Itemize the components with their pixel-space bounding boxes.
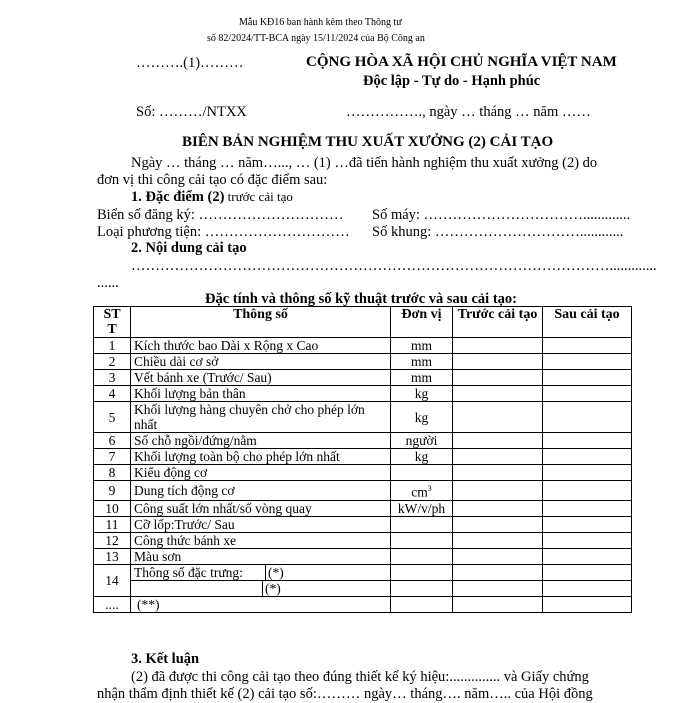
row-extra-after[interactable]	[543, 596, 632, 612]
row-after-value[interactable]	[543, 354, 632, 370]
row-extra-unit	[391, 596, 453, 612]
row14-after-a[interactable]	[543, 564, 632, 580]
row-stt	[94, 402, 131, 433]
table-row	[94, 532, 632, 548]
row-unit	[391, 433, 453, 449]
row-parameter-text: Công suất lớn nhất/số vòng quay	[134, 500, 312, 516]
row-stt	[94, 433, 131, 449]
specs-table	[93, 306, 632, 613]
row-parameter-text: Khối lượng hàng chuyên chở cho phép lớn nhất	[134, 402, 365, 432]
conclusion-line1: (2) đã được thi công cải tạo theo đúng thiết kế ký hiệu:.............. và Giấy chứng	[131, 669, 589, 685]
row-stt	[94, 500, 131, 516]
row-unit	[391, 370, 453, 386]
row-before-value[interactable]	[453, 433, 543, 449]
table-row	[94, 386, 632, 402]
row-parameter	[131, 465, 391, 481]
row-unit-text: mm	[410, 354, 432, 369]
row-before-value[interactable]	[453, 532, 543, 548]
row-after-value[interactable]	[543, 465, 632, 481]
table-row-14b	[94, 580, 632, 596]
row-unit	[391, 354, 453, 370]
row-stt-text: 9	[108, 482, 116, 498]
document-title: BIÊN BẢN NGHIỆM THU XUẤT XƯỞNG (2) CẢI TẠO	[182, 134, 554, 150]
row-before-value[interactable]	[453, 402, 543, 433]
row-parameter-text: Công thức bánh xe	[134, 532, 237, 548]
row-parameter	[131, 386, 391, 402]
table-row	[94, 433, 632, 449]
header-stt	[94, 307, 131, 338]
row14-param-a	[131, 564, 391, 580]
section1-heading-rest: trước cải tạo	[224, 189, 293, 204]
table-row	[94, 516, 632, 532]
table-row	[94, 465, 632, 481]
row-unit-text: mm	[410, 338, 432, 353]
row-unit	[391, 386, 453, 402]
template-note-line2: số 82/2024/TT-BCA ngày 15/11/2024 của Bộ Công an	[207, 33, 425, 44]
row-stt	[94, 465, 131, 481]
row-stt-text: 10	[105, 500, 119, 516]
section2-dots-line2: ......	[97, 275, 119, 291]
row14-before-b[interactable]	[453, 580, 543, 596]
row14-unit-a	[391, 564, 453, 580]
row-unit-text: người	[405, 433, 438, 448]
row-unit	[391, 548, 453, 564]
row-after-value[interactable]	[543, 548, 632, 564]
intro-line1: Ngày … tháng … năm…..., … (1) …đã tiến hành nghiệm thu xuất xưởng (2) do	[131, 155, 598, 171]
row-stt-text: 4	[108, 386, 116, 401]
row14-mark1: (*)	[265, 565, 284, 580]
row-parameter-text: Kiểu động cơ	[134, 465, 208, 480]
header-unit: Đơn vị	[391, 307, 453, 338]
national-title: CỘNG HÒA XÃ HỘI CHỦ NGHĨA VIỆT NAM	[306, 54, 617, 70]
row-stt-text: 11	[105, 516, 119, 532]
row-stt	[94, 516, 131, 532]
row14-param-b	[131, 580, 391, 596]
section1-heading-bold: 1. Đặc điểm (2)	[131, 189, 225, 205]
row-unit-text: kg	[414, 409, 429, 425]
table-row	[94, 402, 632, 433]
row-before-value[interactable]	[453, 354, 543, 370]
row-parameter-text: Cỡ lốp:Trước/ Sau	[134, 516, 235, 532]
row-extra-before[interactable]	[453, 596, 543, 612]
table-row	[94, 481, 632, 501]
row-extra-param: (**)	[131, 596, 391, 612]
row-stt	[94, 370, 131, 386]
row-parameter	[131, 370, 391, 386]
place-date: ……………., ngày … tháng … năm ……	[346, 104, 591, 120]
row-unit-text: kg	[414, 386, 429, 401]
row-after-value[interactable]	[543, 516, 632, 532]
row-parameter-text: Vết bánh xe (Trước/ Sau)	[134, 370, 272, 385]
row-unit	[391, 338, 453, 354]
row-parameter	[131, 449, 391, 465]
table-row-extra	[94, 596, 632, 612]
row-stt-text: 8	[108, 465, 116, 480]
row14-mark2: (*)	[262, 581, 281, 596]
unit-superscript: 3	[427, 484, 432, 493]
row-parameter-text: Chiều dài cơ sở	[134, 354, 219, 369]
template-note-line1: Mẫu KĐ16 ban hành kèm theo Thông tư	[239, 17, 402, 28]
row-stt-text: 7	[108, 449, 116, 464]
table-caption: Đặc tính và thông số kỹ thuật trước và sau cải tạo:	[205, 291, 517, 307]
row-unit	[391, 500, 453, 516]
row-parameter	[131, 433, 391, 449]
table-row	[94, 354, 632, 370]
engine-number-field: Số máy: …………………………….............	[372, 207, 631, 223]
row-parameter-text: Số chỗ ngồi/đứng/nằm	[134, 433, 257, 448]
chassis-number-field: Số khung: …………………………............	[372, 224, 624, 240]
row-stt-text: 3	[108, 370, 116, 385]
row-stt-text: 5	[108, 409, 116, 425]
row-parameter	[131, 516, 391, 532]
national-motto: Độc lập - Tự do - Hạnh phúc	[363, 73, 541, 89]
section2-dots-line1: ……………………………………………………………………………………….............	[131, 258, 657, 274]
row-before-value[interactable]	[453, 548, 543, 564]
row-parameter-text: Khối lượng bản thân	[134, 386, 246, 401]
row-parameter	[131, 354, 391, 370]
row-parameter	[131, 548, 391, 564]
row-before-value[interactable]	[453, 516, 543, 532]
row-unit-text: cm	[411, 484, 428, 500]
row-after-value[interactable]	[543, 532, 632, 548]
row14-label: Thông số đặc trưng:	[134, 564, 243, 580]
row-before-value[interactable]	[453, 465, 543, 481]
issuing-unit: ……….(1)………	[136, 55, 244, 71]
row14-unit-b	[391, 580, 453, 596]
row-parameter	[131, 532, 391, 548]
row-unit	[391, 449, 453, 465]
row-stt	[94, 532, 131, 548]
row-unit	[391, 532, 453, 548]
row-parameter	[131, 338, 391, 354]
row-after-value[interactable]	[543, 386, 632, 402]
row-after-value[interactable]	[543, 500, 632, 516]
row-stt	[94, 354, 131, 370]
row-after-value[interactable]	[543, 449, 632, 465]
header-stt-line1: ST	[103, 307, 121, 322]
row-stt	[94, 386, 131, 402]
row-stt	[94, 449, 131, 465]
table-row	[94, 500, 632, 516]
header-parameter: Thông số	[131, 307, 391, 338]
row-unit	[391, 465, 453, 481]
row-parameter	[131, 402, 391, 433]
conclusion-line2: nhận thẩm định thiết kế (2) cải tạo số:……… ngày… tháng…. năm….. của Hội đồng	[97, 686, 593, 702]
row-stt-text: 6	[108, 433, 116, 448]
row-before-value[interactable]	[453, 481, 543, 501]
row-parameter-text: Khối lượng toàn bộ cho phép lớn nhất	[134, 449, 340, 464]
section1-heading	[131, 189, 293, 206]
row-parameter-text: Màu sơn	[134, 548, 182, 564]
plate-number-field: Biển số đăng ký: …………………………	[97, 207, 344, 223]
vehicle-type-field: Loại phương tiện: …………………………	[97, 224, 350, 240]
header-before: Trước cải tạo	[453, 307, 543, 338]
row-unit	[391, 516, 453, 532]
row14-before-a[interactable]	[453, 564, 543, 580]
row14-stt: 14	[94, 564, 131, 596]
table-header-row	[94, 307, 632, 338]
table-row	[94, 449, 632, 465]
row-parameter-text: Kích thước bao Dài x Rộng x Cao	[134, 338, 319, 353]
row-after-value[interactable]	[543, 433, 632, 449]
row-stt-text: 12	[105, 532, 119, 548]
header-after: Sau cải tạo	[543, 307, 632, 338]
row-parameter	[131, 481, 391, 501]
row-after-value[interactable]	[543, 481, 632, 501]
row-after-value[interactable]	[543, 402, 632, 433]
row-stt-text: 13	[105, 548, 119, 564]
row-after-value[interactable]	[543, 338, 632, 354]
table-row-14a	[94, 564, 632, 580]
row-stt	[94, 548, 131, 564]
row-before-value[interactable]	[453, 370, 543, 386]
header-stt-line2: T	[107, 322, 117, 337]
row-unit	[391, 481, 453, 501]
row-before-value[interactable]	[453, 338, 543, 354]
row-parameter-text: Dung tích động cơ	[134, 482, 235, 498]
row-unit	[391, 402, 453, 433]
row-after-value[interactable]	[543, 370, 632, 386]
table-row	[94, 338, 632, 354]
intro-line2: đơn vị thi công cải tạo có đặc điểm sau:	[97, 172, 328, 188]
row-stt-text: 1	[108, 338, 116, 353]
table-row	[94, 370, 632, 386]
row-unit-text: kg	[414, 449, 429, 464]
section2-heading: 2. Nội dung cải tạo	[131, 240, 247, 256]
row-extra-stt: ....	[94, 596, 131, 612]
row-stt	[94, 481, 131, 501]
section3-heading: 3. Kết luận	[131, 651, 200, 667]
row-parameter	[131, 500, 391, 516]
row-unit-text: mm	[410, 370, 432, 385]
row-before-value[interactable]	[453, 386, 543, 402]
row-before-value[interactable]	[453, 449, 543, 465]
row-stt-text: 2	[108, 354, 116, 369]
row-stt	[94, 338, 131, 354]
row14-after-b[interactable]	[543, 580, 632, 596]
table-row	[94, 548, 632, 564]
row-unit-text: kW/v/ph	[397, 500, 446, 516]
document-number: Số: ………/NTXX	[136, 104, 247, 120]
row14-blank	[131, 581, 262, 596]
row-before-value[interactable]	[453, 500, 543, 516]
